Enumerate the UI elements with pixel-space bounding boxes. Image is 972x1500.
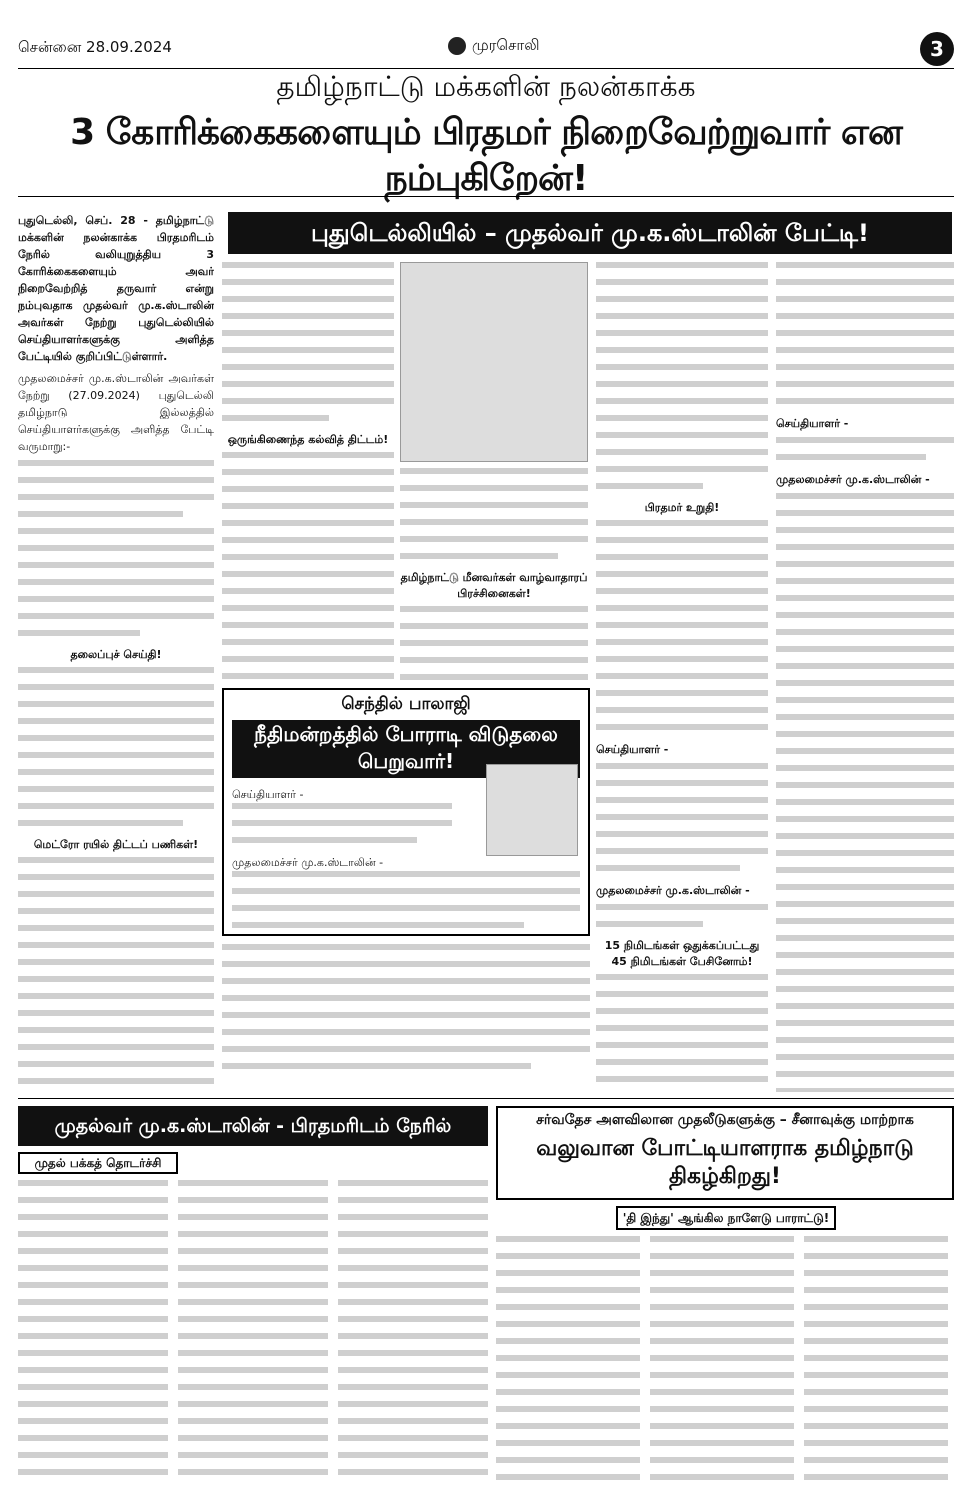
- lead-paragraph: புதுடெல்லி, செப். 28 - தமிழ்நாட்டு மக்களின் நலன்காக்க பிரதமரிடம் நேரில் வலியுறுத்திய 3 கோரிக்கைகளையும் அவர் நிறைவேற்றித் தருவார் என்று நம்புவதாக முதல்வர் மு.க.ஸ்டாலின் அவர்கள் நேற்று புதுடெல்லியில் செய்தியாளர்களுக்கு அளித்த பேட்டியில் குறிப்பிட்டுள்ளார்.: [18, 214, 214, 363]
- text-unreadable: [596, 763, 768, 871]
- text-unreadable: [804, 1236, 948, 1490]
- senthil-balaji-box: [222, 688, 590, 936]
- text-unreadable: [232, 803, 452, 843]
- subhead-metro-rail: மெட்ரோ ரயில் திட்டப் பணிகள்!: [33, 838, 199, 851]
- box-q: செய்தியாளர் -: [232, 788, 304, 801]
- text-unreadable: [650, 1236, 794, 1490]
- box-a: முதலமைச்சர் மு.க.ஸ்டாலின் -: [232, 856, 384, 869]
- main-headline: 3 கோரிக்கைகளையும் பிரதமர் நிறைவேற்றுவார் என நம்புகிறேன்!: [70, 112, 902, 199]
- text-unreadable: [400, 606, 588, 680]
- continuation-tab: முதல் பக்கத் தொடர்ச்சி: [18, 1152, 178, 1174]
- headline-kicker: தமிழ்நாட்டு மக்களின் நலன்காக்க: [276, 70, 696, 103]
- text-unreadable: [338, 1180, 488, 1486]
- section-rule: [18, 1098, 954, 1099]
- page-number: 3: [920, 32, 954, 66]
- column-1: [18, 212, 214, 1092]
- text-unreadable: [596, 262, 768, 489]
- text-unreadable: [496, 1236, 640, 1490]
- box-headline: நீதிமன்றத்தில் போராடி விடுதலை பெறுவார்!: [232, 720, 580, 778]
- text-unreadable: [222, 944, 590, 1069]
- headline-rule: [18, 196, 954, 197]
- box-heading: செந்தில் பாலாஜி: [341, 694, 471, 714]
- text-unreadable: [222, 262, 394, 421]
- paper-logo: [448, 36, 540, 56]
- senthil-photo: [486, 764, 578, 856]
- text-unreadable: [232, 871, 580, 928]
- subhead-pm-assurance: பிரதமர் உறுதி!: [644, 501, 720, 514]
- a-label: முதலமைச்சர் மு.க.ஸ்டாலின் -: [596, 884, 750, 897]
- text-unreadable: [776, 493, 954, 1092]
- emblem-icon: [448, 37, 466, 55]
- text-unreadable: [596, 520, 768, 730]
- text-unreadable: [776, 437, 954, 460]
- text-unreadable: [596, 974, 768, 1092]
- hindu-tagline: 'தி இந்து' ஆங்கில நாளேடு பாராட்டு!: [616, 1206, 836, 1230]
- text-unreadable: [776, 262, 954, 404]
- text-unreadable: [18, 460, 214, 636]
- dateline: சென்னை 28.09.2024: [18, 38, 172, 56]
- top-rule: [18, 68, 954, 69]
- text-unreadable: [400, 468, 588, 559]
- bottom-right-body: [496, 1236, 954, 1490]
- subhead-15-minutes: 15 நிமிடங்கள் ஒதுக்கப்பட்டது 45 நிமிடங்கள் பேசினோம்!: [604, 939, 760, 968]
- column-2: [222, 262, 394, 682]
- top-bar: [18, 34, 954, 64]
- text-unreadable: [18, 857, 214, 1092]
- a-label: முதலமைச்சர் மு.க.ஸ்டாலின் -: [776, 473, 930, 486]
- subhead-headline-news: தலைப்புச் செய்தி!: [70, 648, 162, 661]
- bottom-left-header: முதல்வர் மு.க.ஸ்டாலின் - பிரதமரிடம் நேரில் வலியுறுத்தல்: [18, 1106, 488, 1146]
- text-unreadable: [178, 1180, 328, 1486]
- text-unreadable: [596, 904, 768, 927]
- text-unreadable: [18, 667, 214, 826]
- bottom-left-body: [18, 1180, 488, 1490]
- story-banner: புதுடெல்லியில் – முதல்வர் மு.க.ஸ்டாலின் பேட்டி!: [228, 212, 952, 254]
- text-unreadable: [18, 1180, 168, 1486]
- text-unreadable: [222, 452, 394, 682]
- column-5: [776, 262, 954, 1092]
- subhead-integrated-education: ஒருங்கிணைந்த கல்வித் திட்டம்!: [227, 433, 389, 446]
- q-label: செய்தியாளர் -: [776, 417, 849, 430]
- subhead-fishermen: தமிழ்நாட்டு மீனவர்கள் வாழ்வாதாரப் பிரச்சினைகள்!: [400, 571, 588, 600]
- column-2-3-continuation: [222, 944, 590, 1094]
- intro-paragraph: முதலமைச்சர் மு.க.ஸ்டாலின் அவர்கள் நேற்று (27.09.2024) புதுடெல்லி தமிழ்நாடு இல்லத்தில் செய்தியாளர்களுக்கு அளித்த பேட்டி வருமாறு:-: [18, 372, 214, 453]
- cm-photo: [400, 262, 588, 462]
- column-3: [400, 468, 588, 682]
- bottom-right-headline-box: [496, 1106, 954, 1200]
- column-4: [596, 262, 768, 1092]
- q-label: செய்தியாளர் -: [596, 743, 669, 756]
- paper-name: முரசொலி: [472, 36, 540, 54]
- bottom-right-headline: வலுவான போட்டியாளராக தமிழ்நாடு திகழ்கிறது!: [506, 1134, 944, 1194]
- bottom-right-kicker: சர்வதேச அளவிலான முதலீடுகளுக்கு – சீனாவுக்கு மாற்றாக: [536, 1112, 914, 1128]
